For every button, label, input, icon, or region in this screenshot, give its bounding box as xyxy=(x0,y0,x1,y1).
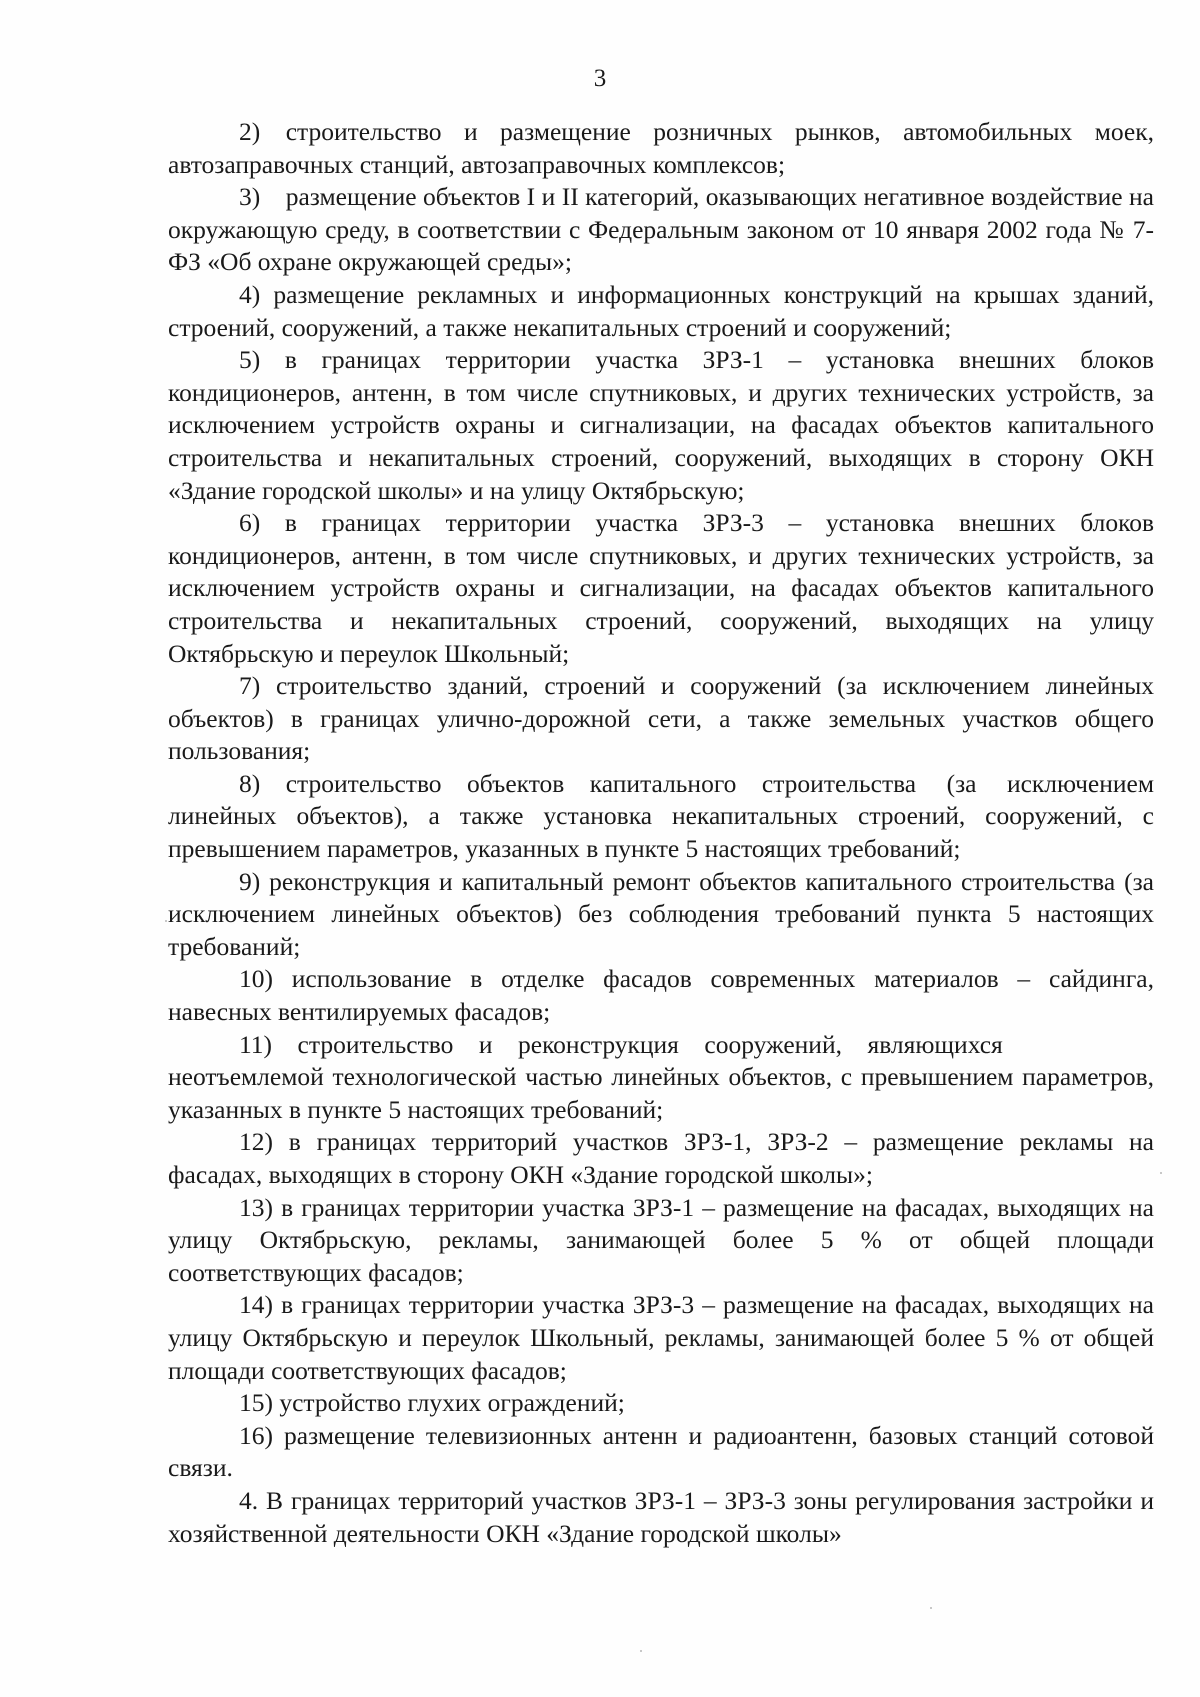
list-item-11: 11) строительство и реконструкция сооружений, являющихся неотъемлемой технологической частью линейных объектов, с превышением параметров, указанных в пункте 5 настоящих требований; xyxy=(168,1029,1154,1124)
list-item-8: 8) строительство объектов капитального строительства (за исключением линейных объектов), а также установка некапитальных строений, сооружений, с превышением параметров, указанных в пункте 5 настоящих требований; xyxy=(168,768,1154,864)
list-item-16: 16) размещение телевизионных антенн и радиоантенн, базовых станций сотовой связи. xyxy=(168,1420,1154,1483)
list-item-4: 4) размещение рекламных и информационных конструкций на крышах зданий, строений, сооружений, а также некапитальных строений и сооружений; xyxy=(168,279,1154,342)
page-number: 3 xyxy=(593,65,607,92)
list-item-2: 2) строительство и размещение розничных рынков, автомобильных моек, автозаправочных станций, автозаправочных комплексов; xyxy=(168,117,1154,179)
list-item-15: 15) устройство глухих ограждений; xyxy=(239,1388,625,1418)
scan-speck xyxy=(640,1650,642,1652)
scan-speck xyxy=(165,920,167,922)
list-item-12: 12) в границах территорий участков ЗРЗ-1, ЗРЗ-2 – размещение рекламы на фасадах, выходящих в сторону ОКН «Здание городской школы»; xyxy=(168,1127,1154,1189)
list-item-6: 6) в границах территории участка ЗРЗ-3 – установка внешних блоков кондиционеров, антенн, в том числе спутниковых, и других технических устройств, за исключением устройств охраны и сигнализации, на фасадах объектов капитального строительства и некапитальных строений, сооружений, выходящих на улицу Октябрьскую и переулок Школьный; xyxy=(168,508,1154,668)
scan-speck xyxy=(1160,1172,1162,1174)
list-item-3: 3) размещение объектов I и II категорий, оказывающих негативное воздействие на окружающую среду, в соответствии с Федеральным законом от 10 января 2002 года № 7-ФЗ «Об охране окружающей среды»; xyxy=(168,182,1154,277)
list-item-9: 9) реконструкция и капитальный ремонт объектов капитального строительства (за исключением линейных объектов) без соблюдения требований пункта 5 настоящих требований; xyxy=(168,866,1154,961)
list-item-10: 10) использование в отделке фасадов современных материалов – сайдинга, навесных вентилируемых фасадов; xyxy=(168,964,1154,1027)
section-4-paragraph: 4. В границах территорий участков ЗРЗ-1 – ЗРЗ-3 зоны регулирования застройки и хозяйственной деятельности ОКН «Здание городской школы» xyxy=(168,1485,1154,1548)
list-item-14: 14) в границах территории участка ЗРЗ-3 – размещение на фасадах, выходящих на улицу Октябрьскую и переулок Школьный, рекламы, занимающей более 5 % от общей площади соответствующих фасадов; xyxy=(168,1290,1154,1385)
list-item-13: 13) в границах территории участка ЗРЗ-1 – размещение на фасадах, выходящих на улицу Октябрьскую, рекламы, занимающей более 5 % от общей площади соответствующих фасадов; xyxy=(168,1192,1154,1287)
document-body xyxy=(168,116,1154,1550)
scan-speck xyxy=(930,1607,932,1609)
list-item-7: 7) строительство зданий, строений и сооружений (за исключением линейных объектов) в границах улично-дорожной сети, а также земельных участков общего пользования; xyxy=(168,671,1154,766)
list-item-5: 5) в границах территории участка ЗРЗ-1 – установка внешних блоков кондиционеров, антенн, в том числе спутниковых, и других технических устройств, за исключением устройств охраны и сигнализации, на фасадах объектов капитального строительства и некапитальных строений, сооружений, выходящих в сторону ОКН «Здание городской школы» и на улицу Октябрьскую; xyxy=(168,345,1154,505)
